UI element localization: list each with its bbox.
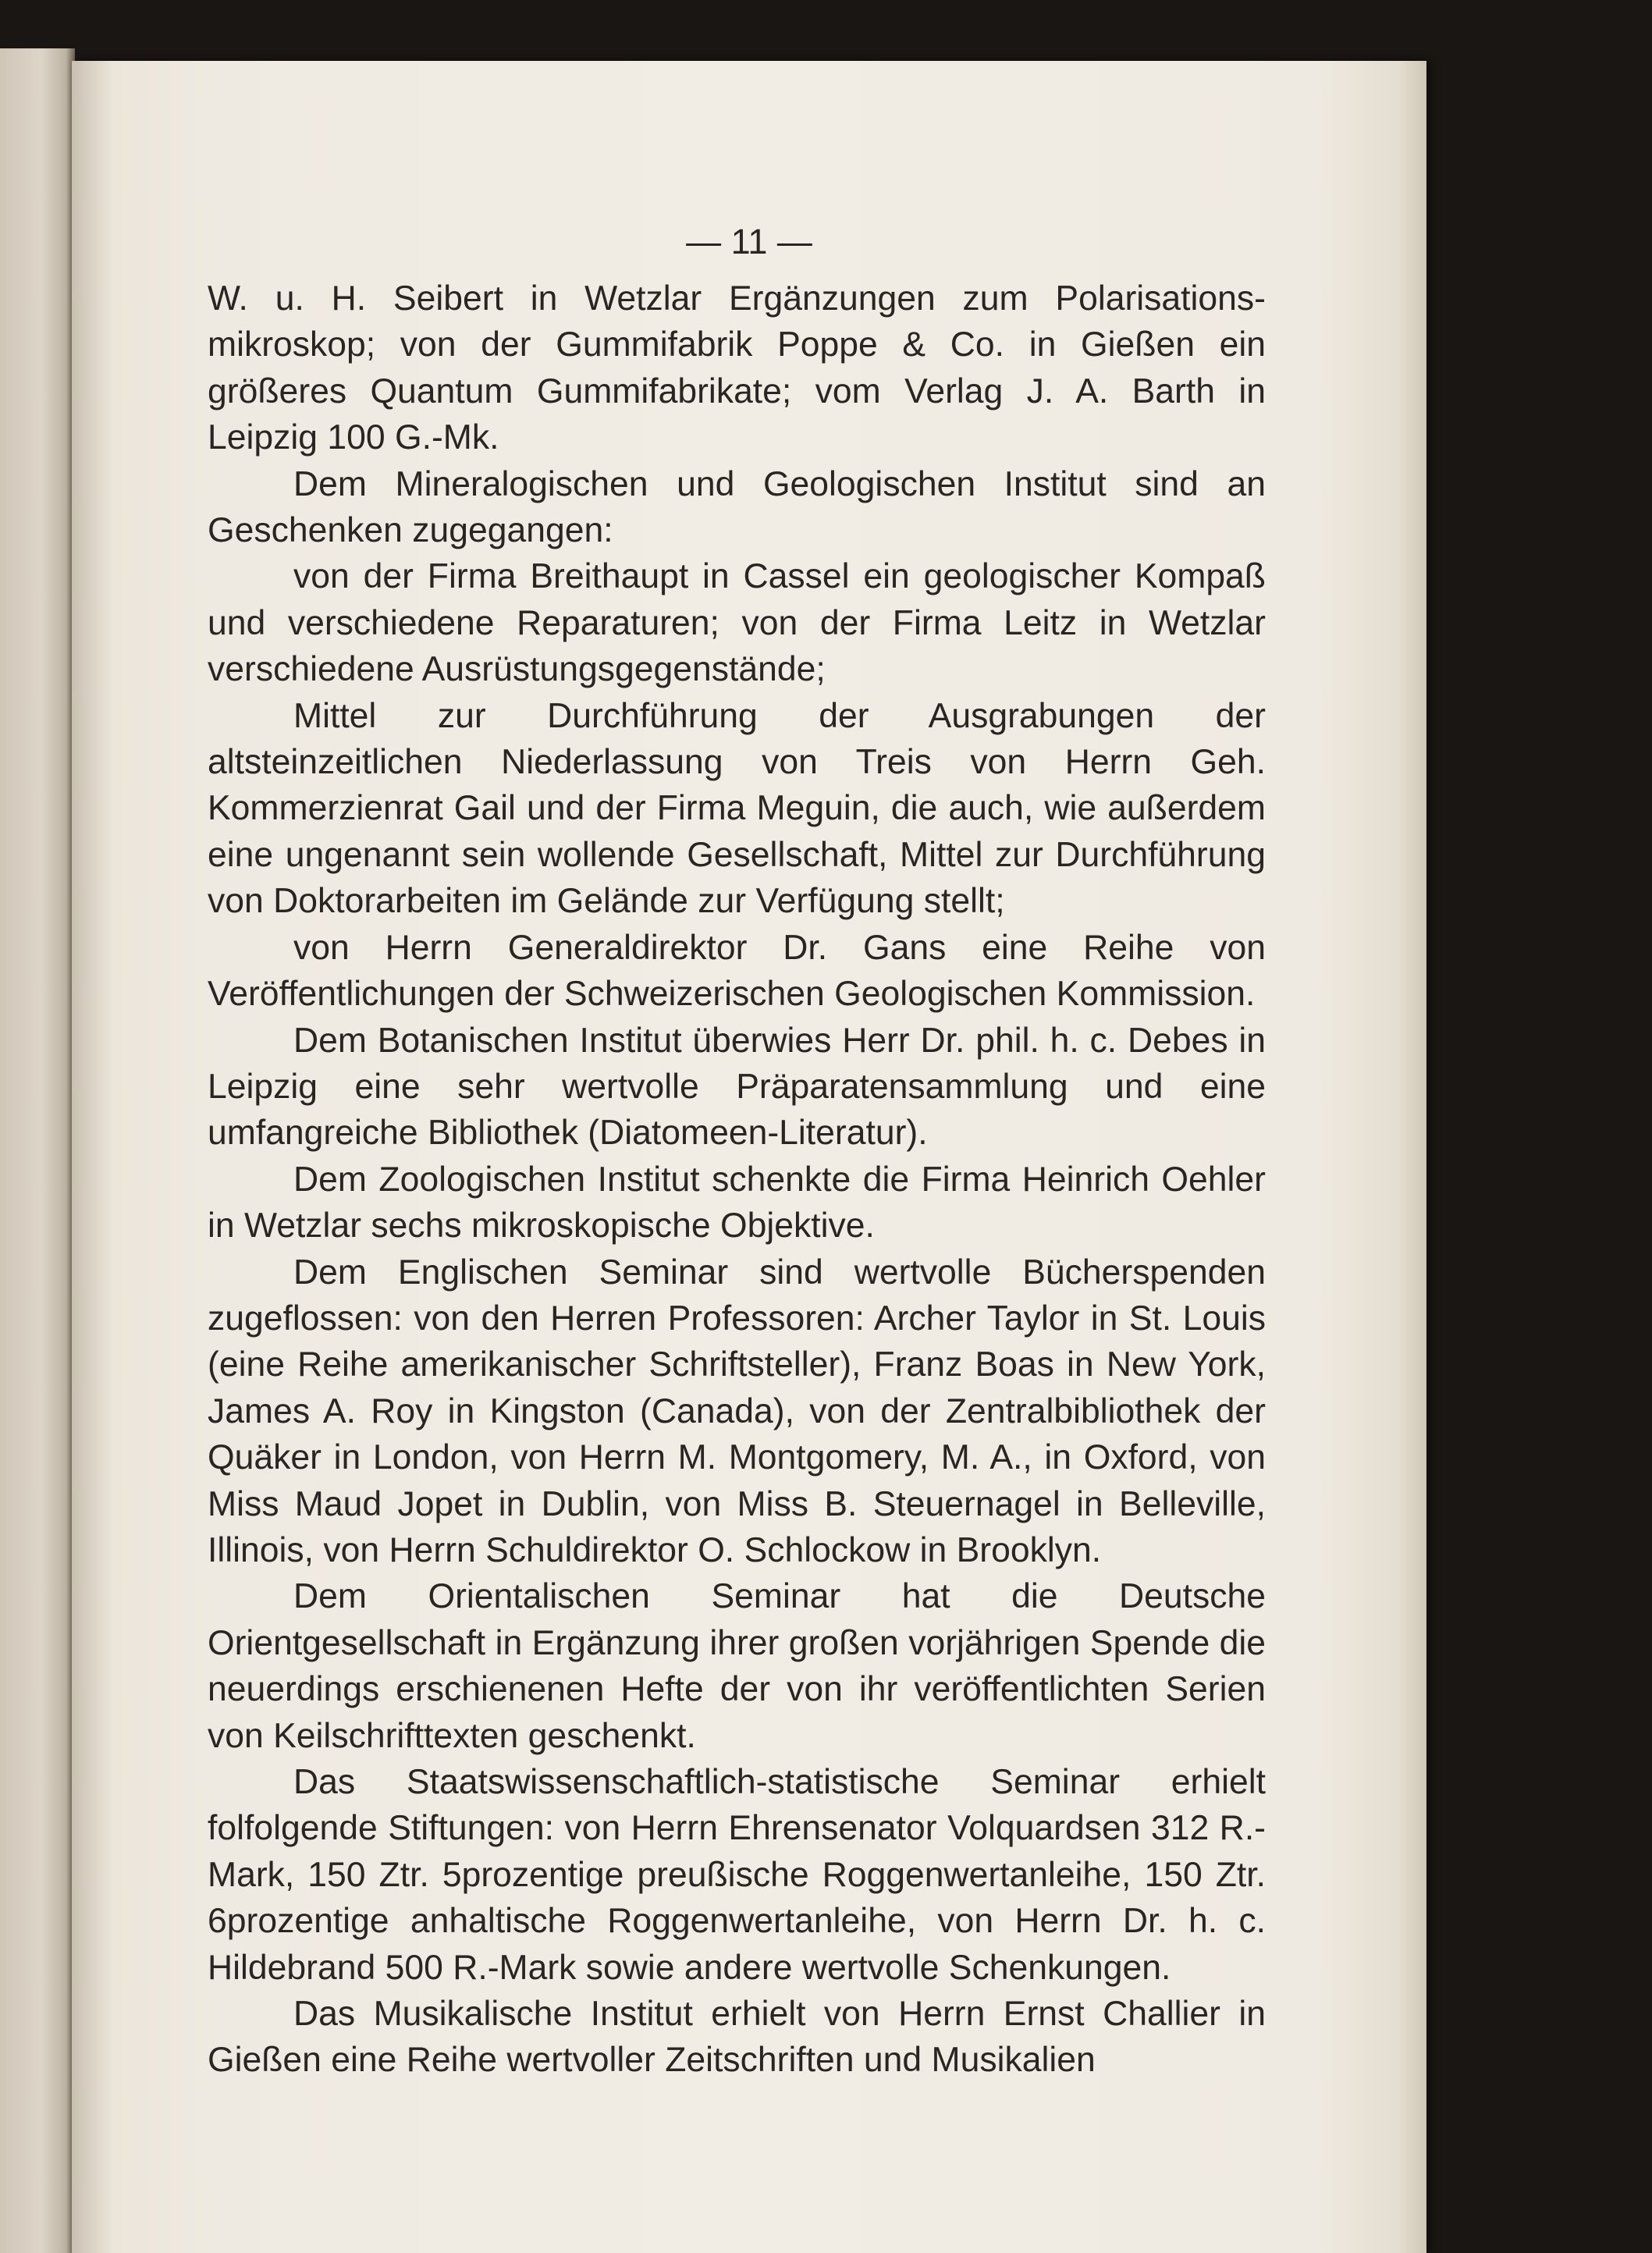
paragraph-staatswissenschaft: Das Staatswissenschaftlich-statistische Seminar erhielt folfolgende Stiftungen: von Herrn Ehrensenator Volquardsen 312 R.-Mark, 150 Ztr. 5prozentige preußische Roggenwertanleihe, 150 Ztr. 6prozentige anhaltische Roggenwertanleihe, von Herrn Dr. h. c. Hildebrand 500 R.-Mark sowie andere wertvolle Schenkungen. bbox=[208, 1763, 1266, 1987]
paragraph-englisch: Dem Englischen Seminar sind wertvolle Bücherspenden zugeflossen: von den Herren Professoren: Archer Taylor in St. Louis (eine Reihe amerikanischer Schriftsteller), Franz Boas in New York, James A. Roy in Kingston (Canada), von der Zentralbibliothek der Quäker in London, von Herrn M. Montgomery, M. A., in Oxford, von Miss Maud Jopet in Dublin, von Miss B. Steuernagel in Belleville, Illinois, von Herrn Schuldirektor O. Schlockow in Brooklyn. bbox=[208, 1253, 1266, 1569]
paragraph-botanik: Dem Botanischen Institut überwies Herr Dr. phil. h. c. Debes in Leipzig eine sehr wertvolle Präparatensammlung und eine umfangreiche Bibliothek (Diatomeen-Literatur). bbox=[208, 1021, 1266, 1153]
body-text bbox=[208, 275, 1266, 2084]
paragraph-orientalisch: Dem Orientalischen Seminar hat die Deutsche Orientgesellschaft in Ergänzung ihrer großen vorjährigen Spende die neuerdings erschienenen Hefte der von ihr veröffentlichten Serien von Keilschrifttexten geschenkt. bbox=[208, 1577, 1266, 1755]
paragraph-ausgrabungen: Mittel zur Durchführung der Ausgrabungen der altsteinzeitlichen Niederlassung von Treis von Herrn Geh. Kommerzienrat Gail und der Firma Meguin, die auch, wie außerdem eine ungenannt sein wollende Gesellschaft, Mittel zur Durchführung von Doktorarbeiten im Gelände zur Verfügung stellt; bbox=[208, 696, 1266, 921]
paragraph-musik: Das Musikalische Institut erhielt von Herrn Ernst Challier in Gießen eine Reihe wertvoller Zeitschriften und Musikalien bbox=[208, 1995, 1266, 2080]
paragraph-breithaupt: von der Firma Breithaupt in Cassel ein geologischer Kompaß und verschiedene Reparaturen; von der Firma Leitz in Wetzlar verschiedene Ausrüstungsgegenstände; bbox=[208, 557, 1266, 689]
paragraph-mineralogy-intro: Dem Mineralogischen und Geologischen Institut sind an Geschenken zugegangen: bbox=[208, 464, 1266, 550]
paragraph-gans: von Herrn Generaldirektor Dr. Gans eine Reihe von Veröffentlichungen der Schweizerischen Geologischen Kommission. bbox=[208, 928, 1266, 1014]
paragraph-zoologie: Dem Zoologischen Institut schenkte die Firma Heinrich Oehler in Wetzlar sechs mikroskopische Objektive. bbox=[208, 1160, 1266, 1246]
page-number: — 11 — bbox=[686, 222, 812, 261]
previous-page-edge bbox=[0, 48, 75, 2253]
paragraph-continuation: W. u. H. Seibert in Wetzlar Ergänzungen zum Polarisations-mikroskop; von der Gummifabrik Poppe & Co. in Gießen ein größeres Quantum Gummifabrikate; vom Verlag J. A. Barth in Leipzig 100 G.-Mk. bbox=[208, 279, 1266, 457]
page bbox=[72, 61, 1426, 2253]
